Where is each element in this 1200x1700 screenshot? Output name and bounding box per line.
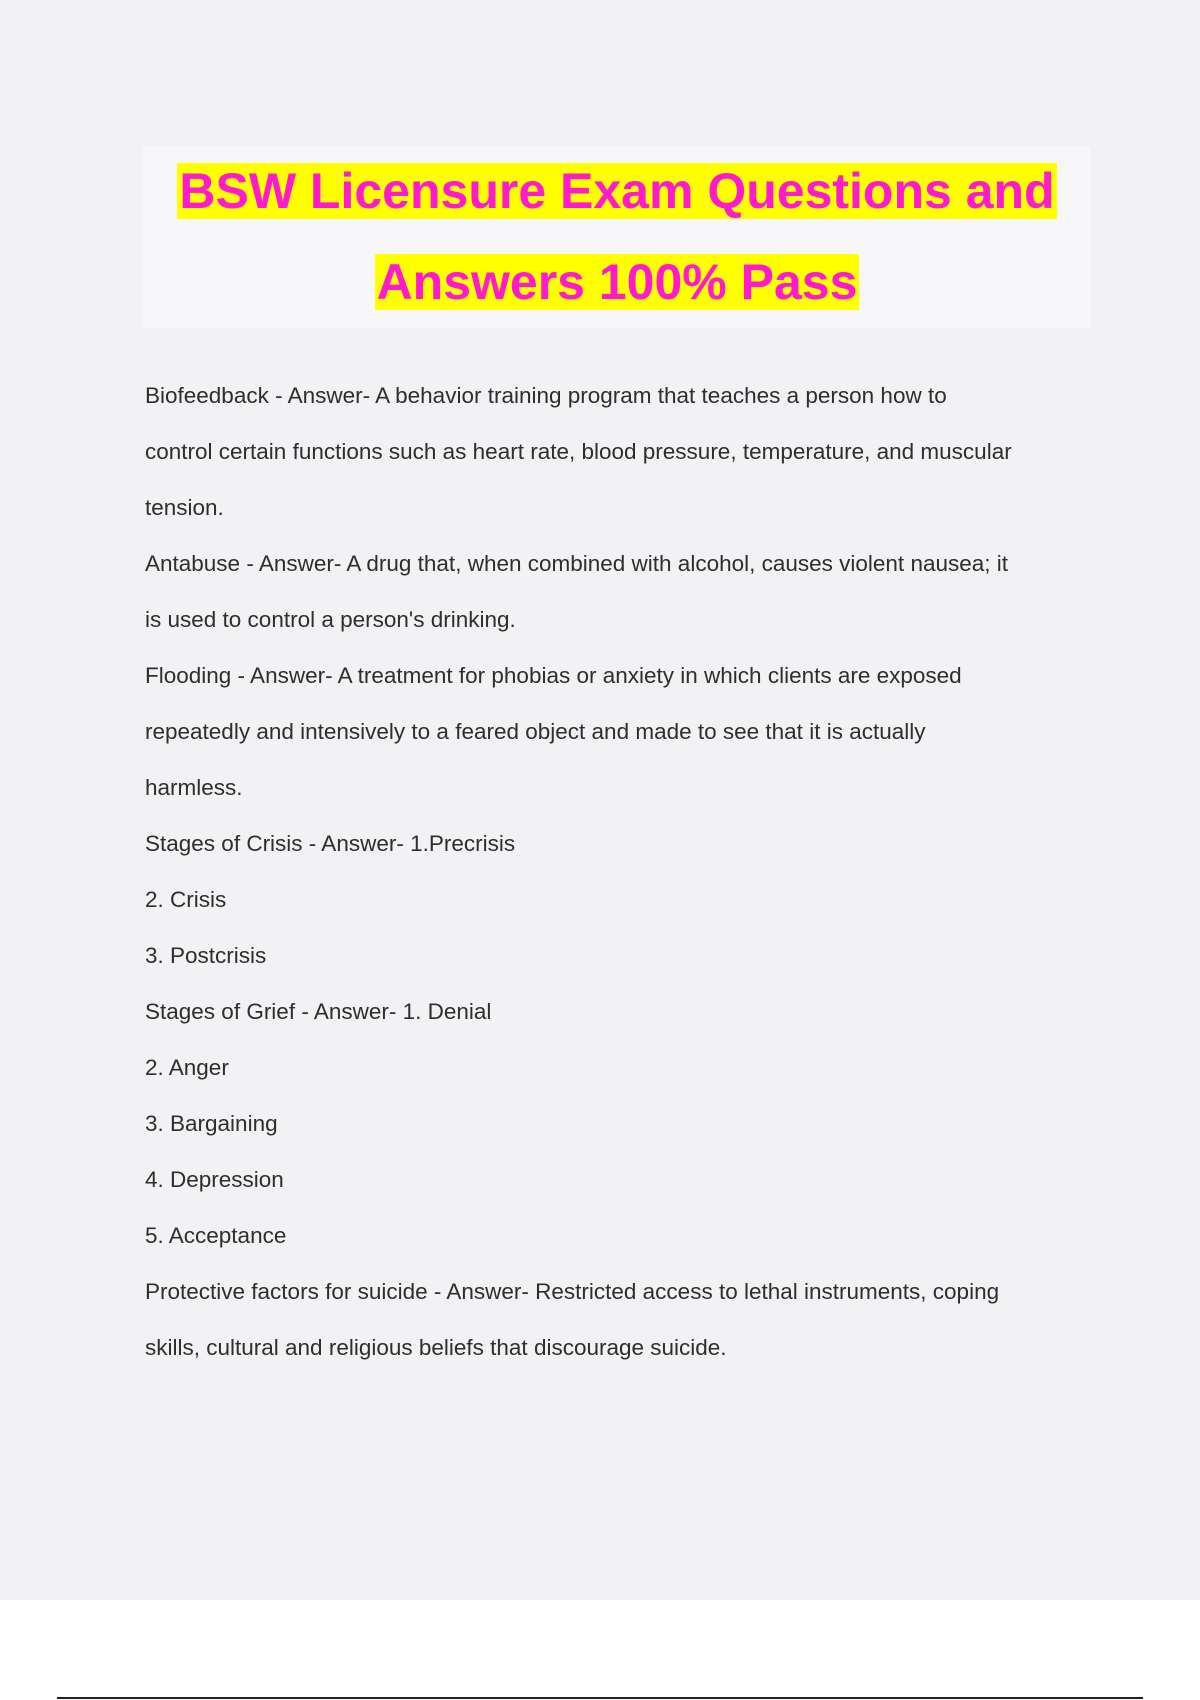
body-line: 2. Crisis xyxy=(145,887,227,912)
body-line: Stages of Grief - Answer- 1. Denial xyxy=(145,999,492,1024)
body-line: skills, cultural and religious beliefs that discourage suicide. xyxy=(145,1335,727,1360)
title-line-1: BSW Licensure Exam Questions and xyxy=(179,163,1055,219)
body-text xyxy=(145,368,1085,1376)
footer-rule xyxy=(57,1697,1143,1699)
body-line: 3. Postcrisis xyxy=(145,943,267,968)
body-line: control certain functions such as heart rate, blood pressure, temperature, and muscular xyxy=(145,439,1012,464)
title-row-2 xyxy=(143,237,1091,328)
body-line: repeatedly and intensively to a feared object and made to see that it is actually xyxy=(145,719,926,744)
body-line: tension. xyxy=(145,495,224,520)
title-line-2: Answers 100% Pass xyxy=(376,254,858,310)
body-line: is used to control a person's drinking. xyxy=(145,607,516,632)
body-line: Flooding - Answer- A treatment for phobias or anxiety in which clients are exposed xyxy=(145,663,962,688)
body-line: 5. Acceptance xyxy=(145,1223,287,1248)
body-line: 3. Bargaining xyxy=(145,1111,278,1136)
page-title xyxy=(143,146,1091,328)
body-line: Protective factors for suicide - Answer- Restricted access to lethal instruments, coping xyxy=(145,1279,1000,1304)
body-line: Biofeedback - Answer- A behavior training program that teaches a person how to xyxy=(145,383,947,408)
body-line: 4. Depression xyxy=(145,1167,284,1192)
body-line: Stages of Crisis - Answer- 1.Precrisis xyxy=(145,831,516,856)
body-line: Antabuse - Answer- A drug that, when combined with alcohol, causes violent nausea; it xyxy=(145,551,1009,576)
title-row-1 xyxy=(143,146,1091,237)
body-line: harmless. xyxy=(145,775,243,800)
body-line: 2. Anger xyxy=(145,1055,229,1080)
